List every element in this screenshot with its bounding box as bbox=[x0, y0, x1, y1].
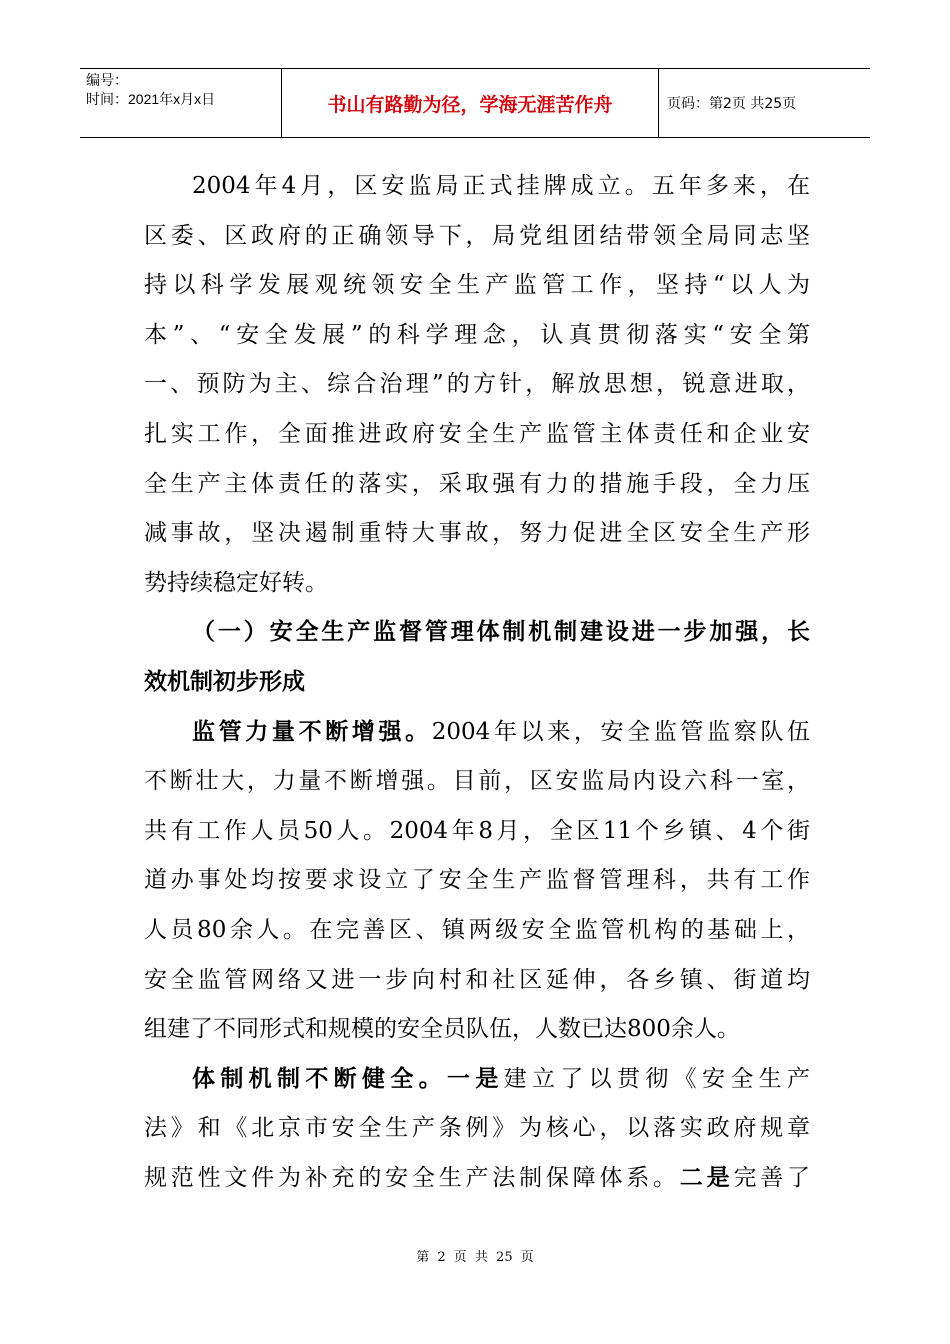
paragraph-line: 共有工作人员50人。2004年8月，全区11个乡镇、4个街 bbox=[144, 817, 810, 844]
paragraph-line bbox=[144, 708, 810, 758]
paragraph-line bbox=[144, 1154, 810, 1204]
paragraph-line: 法》和《北京市安全生产条例》为核心，以落实政府规章 bbox=[144, 1115, 810, 1142]
section-heading-line: 效机制初步形成 bbox=[144, 668, 305, 695]
paragraph-line: 持以科学发展观统领安全生产监管工作，坚持“以人为 bbox=[144, 272, 810, 299]
paragraph-line: 组建了不同形式和规模的安全员队伍，人数已达800余人。 bbox=[144, 1016, 740, 1043]
paragraph-line: 扎实工作，全面推进政府安全生产监管主体责任和企业安 bbox=[144, 420, 810, 447]
enum-marker: 一是 bbox=[447, 1065, 504, 1092]
paragraph-line: 势持续稳定好转。 bbox=[144, 569, 328, 596]
paragraph-line: 安全监管网络又进一步向村和社区延伸，各乡镇、街道均 bbox=[144, 966, 810, 993]
paragraph-line: 2004年4月，区安监局正式挂牌成立。五年多来，在 bbox=[192, 173, 810, 199]
page-footer: 第 2 页 共 25 页 bbox=[416, 1250, 534, 1265]
paragraph-line: 不断壮大，力量不断增强。目前，区安监局内设六科一室， bbox=[144, 768, 810, 795]
document-body bbox=[144, 162, 810, 1203]
paragraph-text: 规范性文件为补充的安全生产法制保障体系。 bbox=[144, 1164, 680, 1191]
lead-phrase: 体制机制不断健全。 bbox=[192, 1065, 447, 1092]
paragraph-line bbox=[144, 1055, 810, 1105]
document-time-label: 时间：2021年x月x日 bbox=[86, 91, 216, 107]
header-meta bbox=[80, 69, 282, 137]
lead-phrase: 监管力量不断增强。 bbox=[192, 718, 432, 745]
paragraph-line: 人员80余人。在完善区、镇两级安全监管机构的基础上， bbox=[144, 916, 810, 943]
paragraph-line: 减事故，坚决遏制重特大事故，努力促进全区安全生产形 bbox=[144, 520, 810, 547]
header-page-info: 页码：第2页 共25页 bbox=[667, 96, 797, 112]
paragraph-text: 建立了以贯彻《安全生产 bbox=[503, 1065, 811, 1092]
paragraph-line: 一、预防为主、综合治理”的方针，解放思想，锐意进取， bbox=[144, 371, 810, 398]
paragraph-line: 全生产主体责任的落实，采取强有力的措施手段，全力压 bbox=[144, 470, 810, 497]
paragraph-text: 完善了 bbox=[733, 1164, 811, 1191]
header-table bbox=[80, 68, 870, 138]
enum-marker: 二是 bbox=[679, 1164, 734, 1191]
paragraph-line: 道办事处均按要求设立了安全生产监督管理科，共有工作 bbox=[144, 867, 810, 894]
document-number-label: 编号： bbox=[86, 72, 128, 88]
section-heading-line: （一）安全生产监督管理体制机制建设进一步加强，长 bbox=[192, 619, 810, 646]
paragraph-line: 区委、区政府的正确领导下，局党组团结带领全局同志坚 bbox=[144, 222, 810, 249]
paragraph-text: 2004年以来，安全监管监察队伍 bbox=[431, 718, 810, 745]
header-motto: 书山有路勤为径，学海无涯苦作舟 bbox=[282, 69, 659, 137]
paragraph-line: 本”、“安全发展”的科学理念，认真贯彻落实“安全第 bbox=[144, 321, 810, 348]
